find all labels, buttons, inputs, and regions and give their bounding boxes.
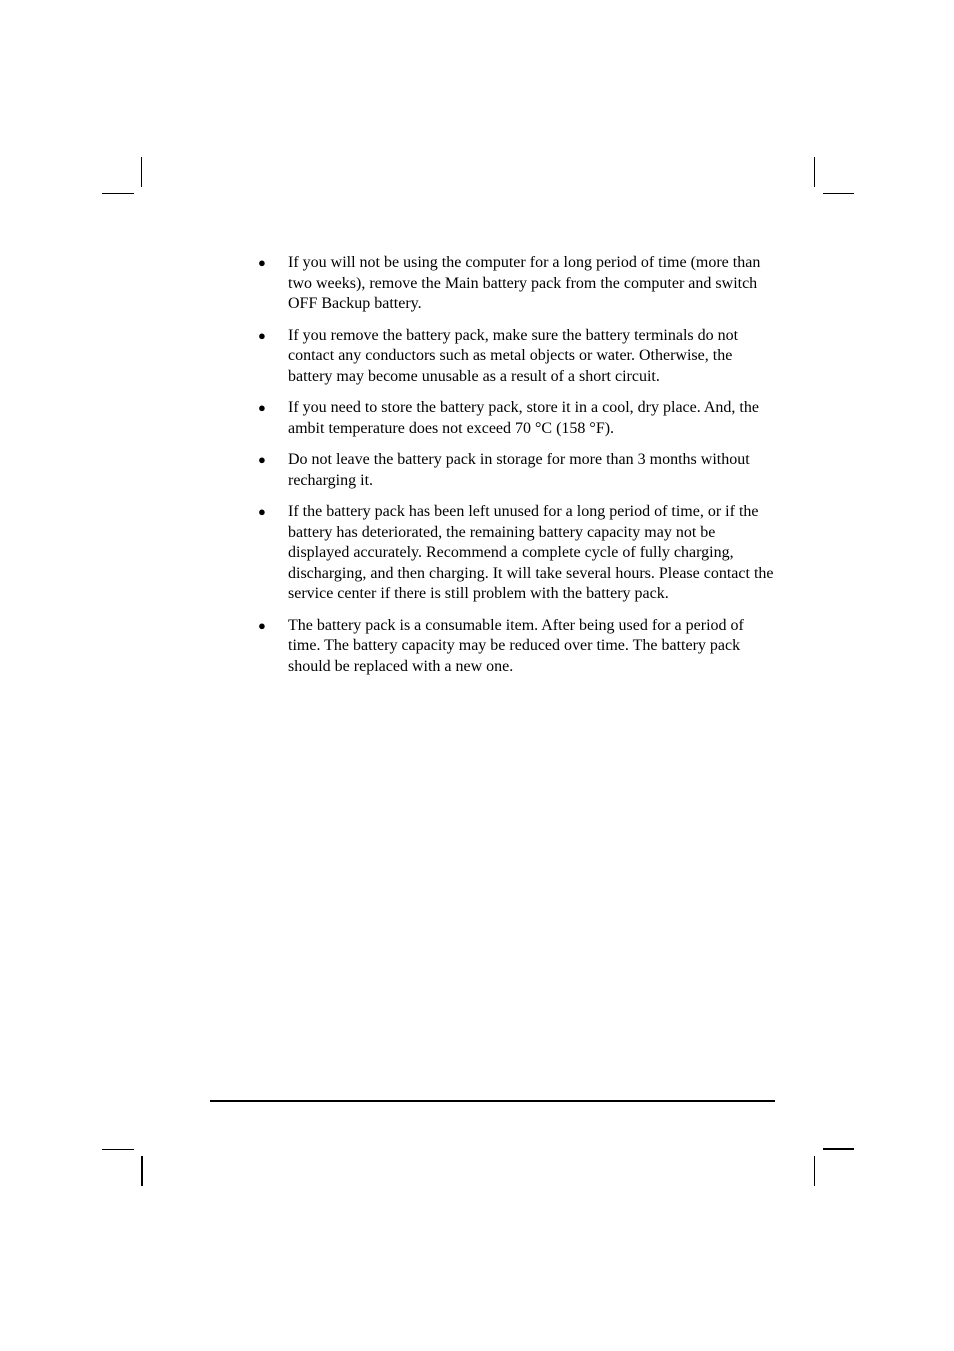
crop-mark-bottom-right-vertical xyxy=(814,1156,815,1186)
list-item xyxy=(258,616,778,678)
bullet-icon: ● xyxy=(258,255,266,270)
bullet-icon: ● xyxy=(258,617,266,633)
crop-mark-top-left-vertical xyxy=(141,157,142,187)
bullet-text: If you will not be using the computer for a long period of time (more than two weeks), remove the Main battery pack from the computer and switch OFF Backup battery. xyxy=(288,254,761,312)
list-item xyxy=(258,326,778,388)
bullet-text: If the battery pack has been left unused for a long period of time, or if the battery has deteriorated, the remaining battery capacity may not be displayed accurately. Recommend a complete cycle of fully charging, discharging, and then charging. It will take several hours. Please contact the service center if there is still problem with the battery pack. xyxy=(288,503,774,602)
crop-mark-top-right-vertical xyxy=(814,157,815,187)
bullet-text: If you need to store the battery pack, store it in a cool, dry place. And, the ambit temperature does not exceed 70 °C (158 °F). xyxy=(288,399,759,437)
list-item xyxy=(258,398,778,439)
footer-rule xyxy=(210,1100,775,1102)
bullet-icon: ● xyxy=(258,327,266,343)
bullet-icon: ● xyxy=(258,400,266,415)
bullet-list xyxy=(258,253,778,677)
bullet-text: Do not leave the battery pack in storage for more than 3 months without recharging it. xyxy=(288,451,750,489)
list-item xyxy=(258,450,778,491)
crop-mark-bottom-right-horizontal xyxy=(823,1148,854,1150)
crop-mark-bottom-left-horizontal xyxy=(102,1149,134,1150)
crop-mark-bottom-left-vertical xyxy=(141,1156,143,1186)
list-item xyxy=(258,253,778,315)
bullet-text: If you remove the battery pack, make sure the battery terminals do not contact any conductors such as metal objects or water. Otherwise, the battery may become unusable as a result of a short circuit. xyxy=(288,326,739,385)
bullet-icon: ● xyxy=(258,452,266,467)
crop-mark-top-right-horizontal xyxy=(823,193,854,194)
crop-mark-top-left-horizontal xyxy=(102,193,134,194)
list-item xyxy=(258,502,778,605)
main-content xyxy=(258,253,778,688)
bullet-text: The battery pack is a consumable item. After being used for a period of time. The battery capacity may be reduced over time. The battery pack should be replaced with a new one. xyxy=(288,616,744,675)
bullet-icon: ● xyxy=(258,504,266,519)
